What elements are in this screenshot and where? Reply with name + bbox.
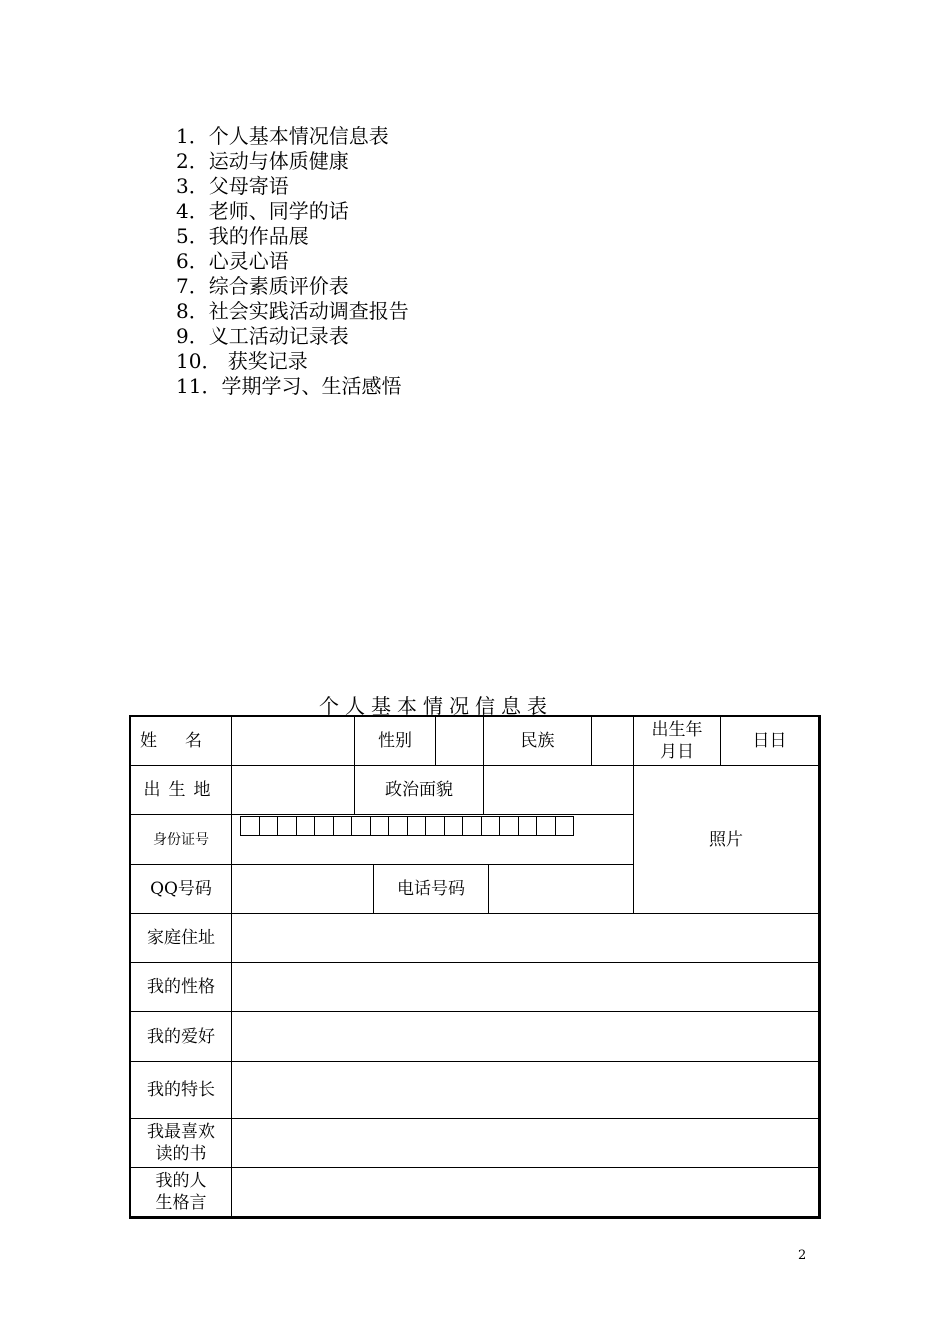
birth-value[interactable]: 日日 [721,717,819,766]
id-digit-box[interactable] [519,816,538,836]
book-label: 我最喜欢读的书 [131,1119,232,1168]
id-digit-box[interactable] [445,816,464,836]
personality-value[interactable] [232,963,819,1012]
toc-item: 2．运动与体质健康 [176,149,349,173]
phone-label: 电话号码 [374,865,489,914]
id-digit-box[interactable] [371,816,390,836]
id-digit-box[interactable] [408,816,427,836]
book-value[interactable] [232,1119,819,1168]
birthplace-label: 出生地 [131,766,232,815]
toc-item: 1．个人基本情况信息表 [176,124,389,148]
birth-label: 出生年月日 [634,717,721,766]
toc-item: 4．老师、同学的话 [176,199,349,223]
id-digit-box[interactable] [297,816,316,836]
political-label: 政治面貌 [355,766,484,815]
id-digit-box[interactable] [278,816,297,836]
political-value[interactable] [484,766,634,815]
id-digit-box[interactable] [556,816,575,836]
table-of-contents [176,124,409,399]
id-digit-box[interactable] [426,816,445,836]
toc-item: 8．社会实践活动调查报告 [176,299,409,323]
toc-item: 5．我的作品展 [176,224,309,248]
id-digit-box[interactable] [352,816,371,836]
talent-label: 我的特长 [131,1062,232,1119]
hobby-label: 我的爱好 [131,1012,232,1062]
id-label: 身份证号 [131,815,232,865]
birthplace-value[interactable] [232,766,355,815]
id-digit-box[interactable] [482,816,501,836]
id-digit-box[interactable] [334,816,353,836]
id-digit-box[interactable] [500,816,519,836]
qq-label: QQ号码 [131,865,232,914]
motto-label: 我的人生格言 [131,1168,232,1217]
toc-item: 9．义工活动记录表 [176,324,349,348]
page-number: 2 [798,1248,807,1263]
name-label: 姓名 [131,717,232,766]
qq-value[interactable] [232,865,374,914]
id-digit-box[interactable] [260,816,279,836]
address-label: 家庭住址 [131,914,232,963]
form-title: 个人基本情况信息表 [319,694,553,718]
id-digit-box[interactable] [241,816,260,836]
id-digit-box[interactable] [389,816,408,836]
talent-value[interactable] [232,1062,819,1119]
motto-value[interactable] [232,1168,819,1217]
hobby-value[interactable] [232,1012,819,1062]
ethnicity-label: 民族 [484,717,592,766]
toc-item: 7．综合素质评价表 [176,274,349,298]
toc-item: 3．父母寄语 [176,174,289,198]
photo-box: 照片 [634,766,819,914]
id-digit-box[interactable] [463,816,482,836]
ethnicity-value[interactable] [592,717,634,766]
personality-label: 我的性格 [131,963,232,1012]
gender-value[interactable] [436,717,484,766]
toc-item: 11．学期学习、生活感悟 [176,374,402,398]
toc-item: 10． 获奖记录 [176,349,308,373]
id-digit-box[interactable] [537,816,556,836]
id-number-boxes[interactable] [240,816,574,836]
address-value[interactable] [232,914,819,963]
id-digit-box[interactable] [315,816,334,836]
gender-label: 性别 [355,717,436,766]
toc-item: 6．心灵心语 [176,249,289,273]
name-value[interactable] [232,717,355,766]
phone-value[interactable] [489,865,634,914]
